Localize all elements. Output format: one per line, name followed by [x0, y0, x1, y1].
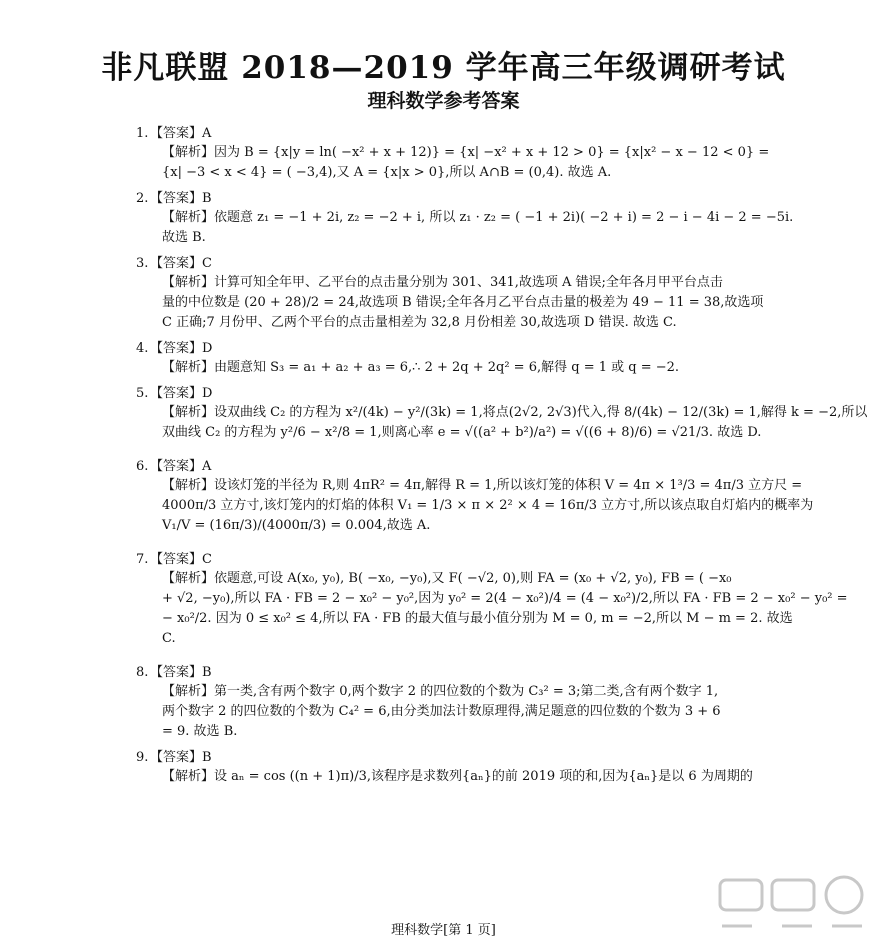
- explanation-line: 【解析】计算可知全年甲、乙平台的点击量分别为 301、341,故选项 A 错误;全年各月甲平台点击: [162, 275, 723, 290]
- explanation-line: 【解析】因为 B = {x|y = ln( −x² + x + 12)} = {x| −x² + x + 12 > 0} = {x|x² − x − 12 < 0} =: [162, 145, 770, 160]
- question-block: [136, 189, 794, 254]
- explanation-line: C.: [162, 631, 176, 646]
- explanation: [136, 143, 770, 183]
- answer-label: 【答案】B: [150, 191, 212, 206]
- answer-line: [136, 663, 746, 682]
- explanation: [136, 682, 746, 742]
- answer-label: 【答案】C: [150, 256, 212, 271]
- answer-line: [136, 748, 746, 767]
- question-block: [136, 384, 868, 457]
- explanation-line: 【解析】设双曲线 C₂ 的方程为 x²/(4k) − y²/(3k) = 1,将点(2√2, 2√3)代入,得 8/(4k) − 12/(3k) = 1,解得 k = −2,所以: [162, 405, 868, 420]
- explanation-line: 【解析】由题意知 S₃ = a₁ + a₂ + a₃ = 6,∴ 2 + 2q + 2q² = 6,解得 q = 1 或 q = −2.: [162, 360, 680, 375]
- question-block: [136, 254, 764, 339]
- question-number: 9.: [136, 750, 149, 765]
- explanation-line: 双曲线 C₂ 的方程为 y²/6 − x²/8 = 1,则离心率 e = √((a² + b²)/a²) = √((6 + 8)/6) = √21/3. 故选 D.: [162, 425, 762, 440]
- question-block: [136, 124, 770, 189]
- explanation-line: = 9. 故选 B.: [162, 724, 238, 739]
- explanation-line: 故选 B.: [162, 230, 206, 245]
- answer-line: [136, 189, 746, 208]
- question-block: [136, 339, 746, 384]
- page-subtitle: 理科数学参考答案: [367, 90, 520, 112]
- page-footer: 理科数学[第 1 页]: [391, 923, 496, 938]
- question-number: 7.: [136, 552, 149, 567]
- explanation-line: 【解析】依题意,可设 A(x₀, y₀), B( −x₀, −y₀),又 F( −√2, 0),则 FA = (x₀ + √2, y₀), FB = ( −x₀: [162, 571, 732, 586]
- explanation: [136, 273, 764, 333]
- explanation-line: 4000π/3 立方寸,该灯笼内的灯焰的体积 V₁ = 1/3 × π × 2² × 4 = 16π/3 立方寸,所以该点取自灯焰内的概率为: [162, 498, 814, 513]
- page-title: 非凡联盟 2018—2019 学年高三年级调研考试: [101, 50, 786, 86]
- answer-label: 【答案】B: [150, 665, 212, 680]
- explanation-line: − x₀²/2. 因为 0 ≤ x₀² ≤ 4,所以 FA · FB 的最大值与最小值分别为 M = 0, m = −2,所以 M − m = 2. 故选: [162, 611, 793, 626]
- explanation: [136, 403, 868, 443]
- question-block: [136, 663, 746, 748]
- question-number: 1.: [136, 126, 149, 141]
- question-block: [136, 748, 753, 793]
- explanation-line: 【解析】设该灯笼的半径为 R,则 4πR² = 4π,解得 R = 1,所以该灯笼的体积 V = 4π × 1³/3 = 4π/3 立方尺 =: [162, 478, 803, 493]
- explanation-line: 量的中位数是 (20 + 28)/2 = 24,故选项 B 错误;全年各月乙平台点击量的极差为 49 − 11 = 38,故选项: [162, 295, 764, 310]
- question-number: 2.: [136, 191, 149, 206]
- explanation: [136, 569, 848, 649]
- question-block: [136, 457, 814, 550]
- answer-label: 【答案】A: [150, 126, 212, 141]
- answer-line: [136, 254, 746, 273]
- question-number: 6.: [136, 459, 149, 474]
- explanation: [136, 358, 746, 378]
- explanation-line: + √2, −y₀),所以 FA · FB = 2 − x₀² − y₀²,因为 y₀² = 2(4 − x₀²)/4 = (4 − x₀²)/2,所以 FA · FB = 2 − x₀² − y₀² =: [162, 591, 848, 606]
- answer-line: [136, 550, 746, 569]
- answer-label: 【答案】A: [150, 459, 212, 474]
- answer-label: 【答案】C: [150, 552, 212, 567]
- explanation-line: V₁/V = (16π/3)/(4000π/3) = 0.004,故选 A.: [162, 518, 431, 533]
- question-number: 8.: [136, 665, 149, 680]
- explanation-line: C 正确;7 月份甲、乙两个平台的点击量相差为 32,8 月份相差 30,故选项 D 错误. 故选 C.: [162, 315, 677, 330]
- answers-list: [136, 124, 868, 793]
- explanation-line: 两个数字 2 的四位数的个数为 C₄² = 6,由分类加法计数原理得,满足题意的四位数的个数为 3 + 6: [162, 704, 721, 719]
- explanation-line: 【解析】依题意 z₁ = −1 + 2i, z₂ = −2 + i, 所以 z₁ · z₂ = ( −1 + 2i)( −2 + i) = 2 − i − 4i − 2 = −5i.: [162, 210, 794, 225]
- explanation-line: {x| −3 < x < 4} = ( −3,4),又 A = {x|x > 0},所以 A∩B = (0,4). 故选 A.: [162, 165, 612, 180]
- answer-label: 【答案】B: [150, 750, 212, 765]
- answer-line: [136, 457, 746, 476]
- explanation: [136, 208, 794, 248]
- answer-line: [136, 384, 746, 403]
- answer-label: 【答案】D: [150, 386, 213, 401]
- explanation: [136, 767, 753, 787]
- question-number: 5.: [136, 386, 149, 401]
- answer-label: 【答案】D: [150, 341, 213, 356]
- explanation-line: 【解析】设 aₙ = cos ((n + 1)π)/3,该程序是求数列{aₙ}的前 2019 项的和,因为{aₙ}是以 6 为周期的: [162, 769, 753, 784]
- question-block: [136, 550, 848, 663]
- answer-line: [136, 124, 746, 143]
- explanation: [136, 476, 814, 536]
- question-number: 4.: [136, 341, 149, 356]
- question-number: 3.: [136, 256, 149, 271]
- answer-line: [136, 339, 746, 358]
- explanation-line: 【解析】第一类,含有两个数字 0,两个数字 2 的四位数的个数为 C₃² = 3;第二类,含有两个数字 1,: [162, 684, 719, 699]
